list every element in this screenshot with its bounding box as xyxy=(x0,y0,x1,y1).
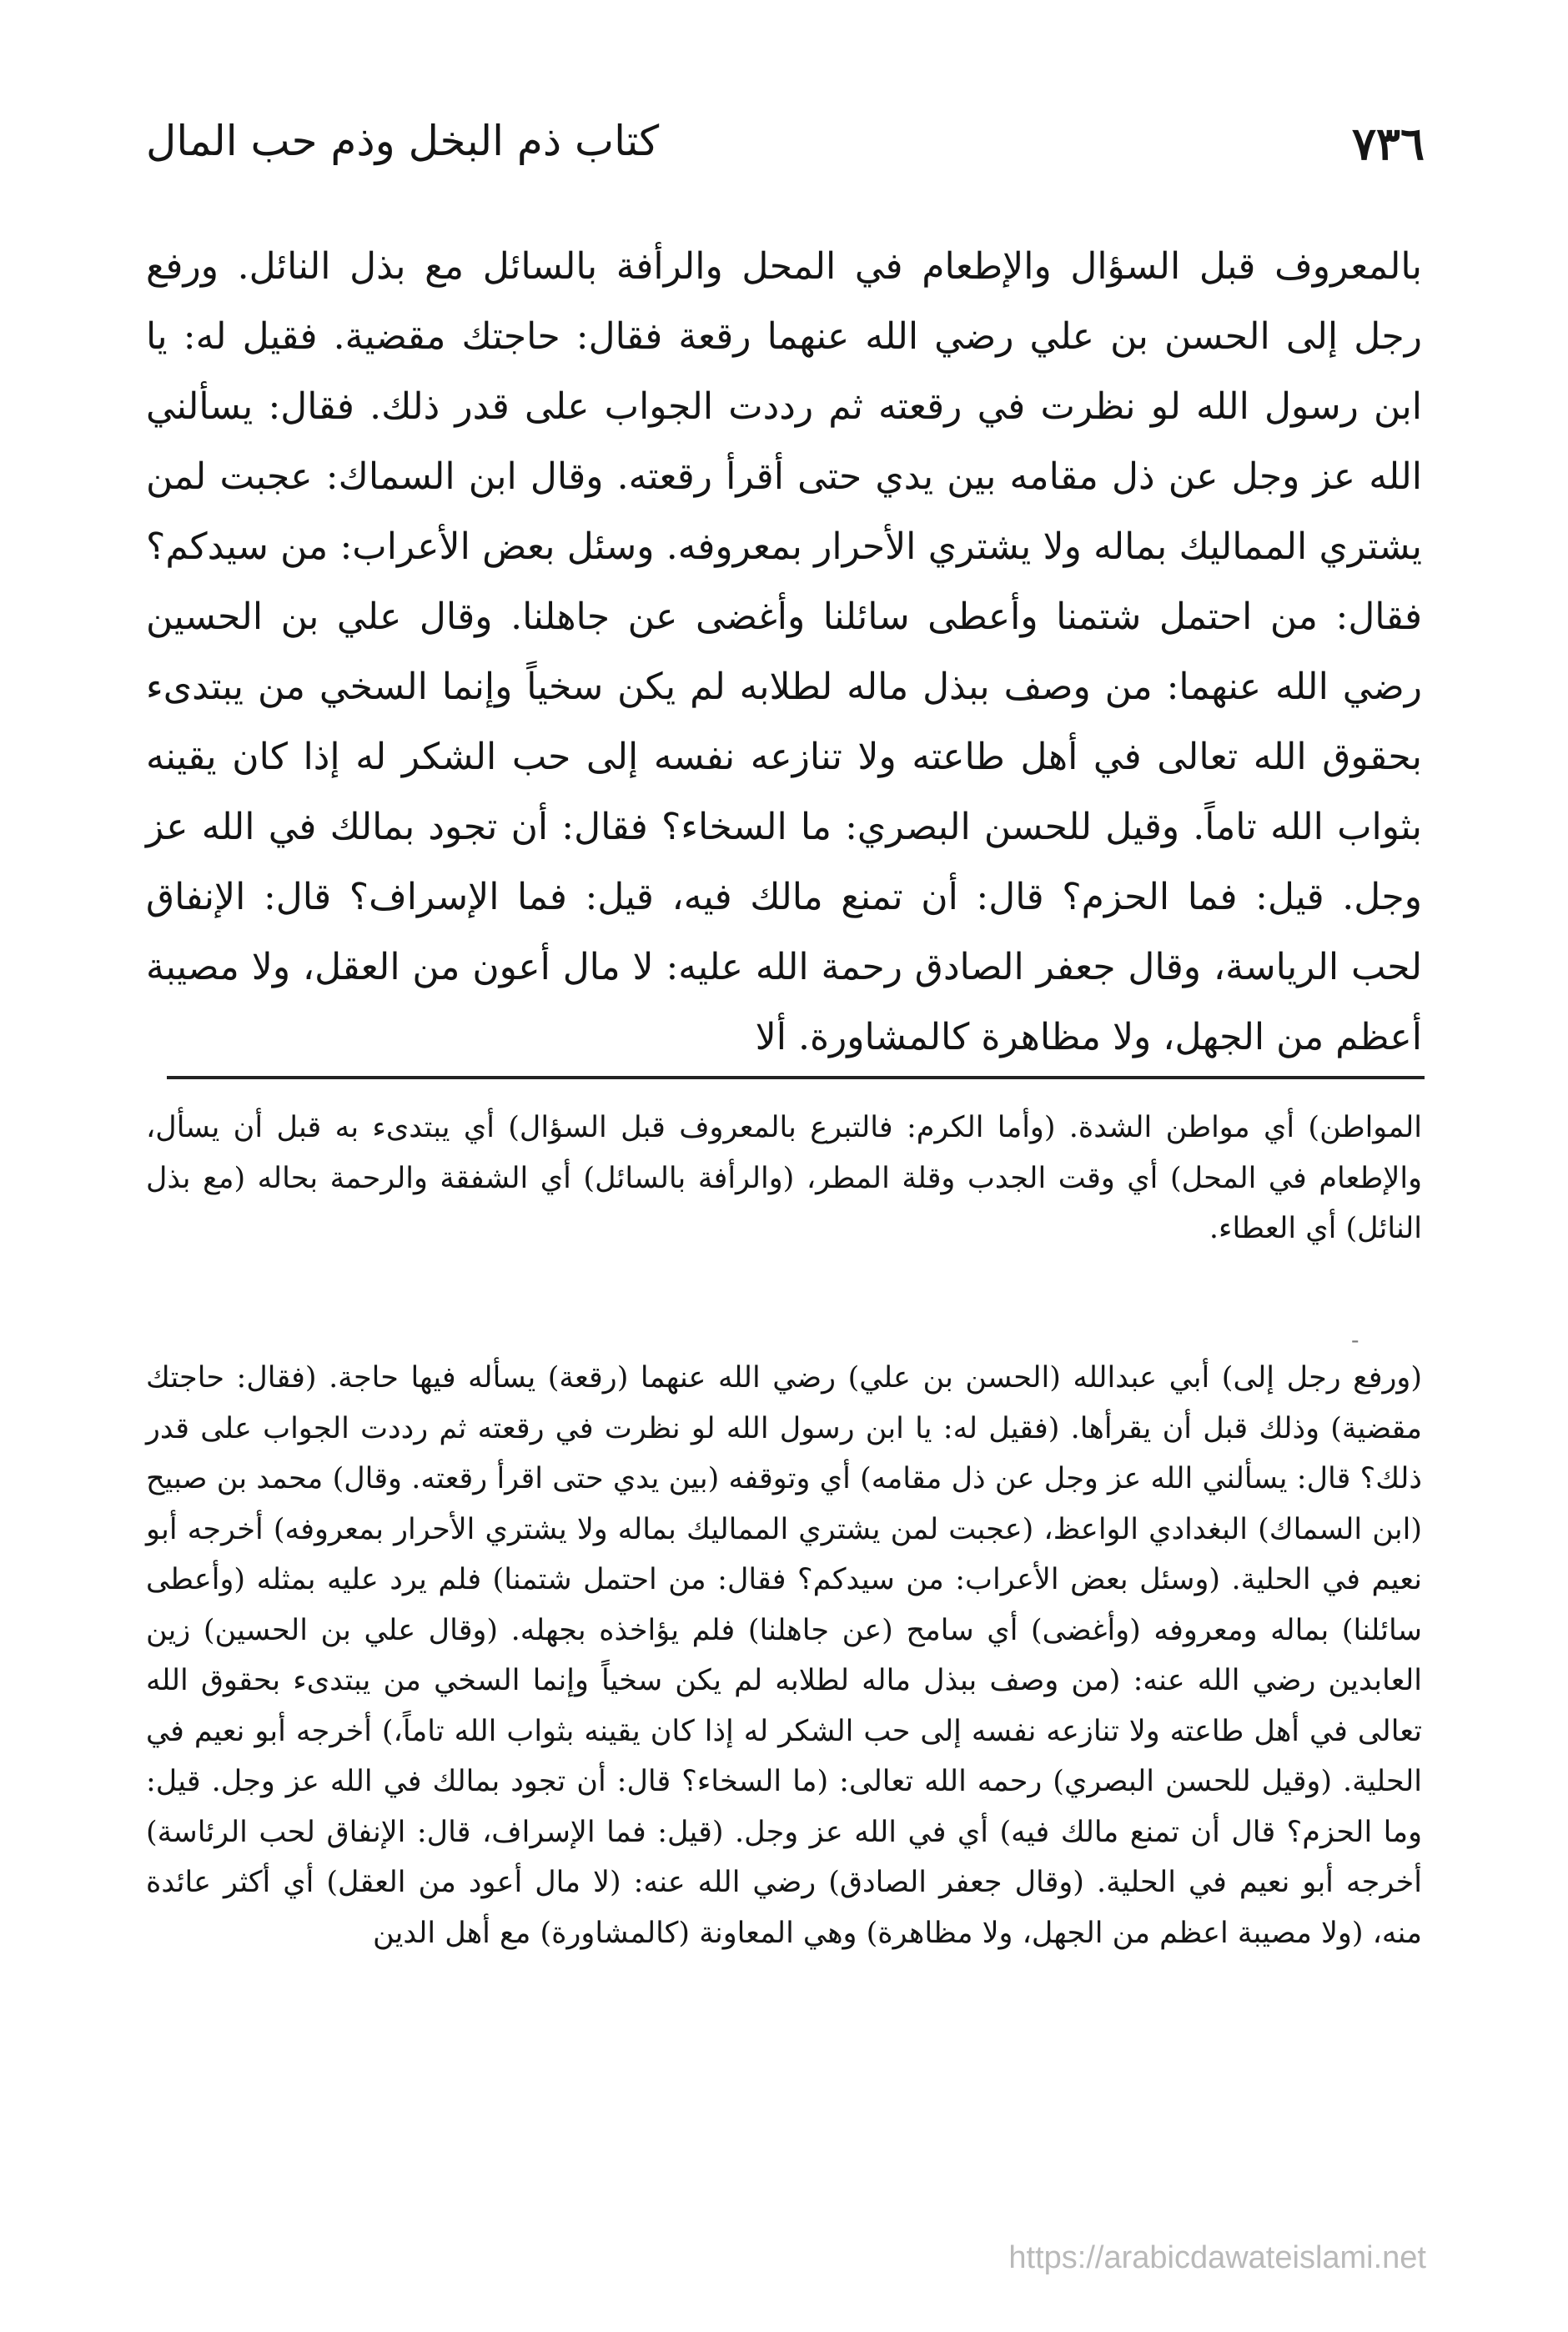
commentary-paragraph-2: (ورفع رجل إلى) أبي عبدالله (الحسن بن علي) رضي الله عنهما (رقعة) يسأله فيها حاجة. (فقال: حاجتك مقضية) وذلك قبل أن يقرأها. (فقيل له: يا ابن رسول الله لو نظرت في رقعته ثم رددت الجواب على قدر ذلك؟ قال: يسألني الله عز وجل عن ذل مقامه) أي وتوقفه (بين يدي حتى اقرأ رقعته. وقال) محمد بن صبيح (ابن السماك) البغدادي الواعظ، (عجبت لمن يشتري المماليك بماله ولا يشتري الأحرار بمعروفه) أخرجه أبو نعيم في الحلية. (وسئل بعض الأعراب: من سيدكم؟ فقال: من احتمل شتمنا) فلم يرد عليه بمثله (وأعطى سائلنا) بماله ومعروفه (وأغضى) أي سامح (عن جاهلنا) فلم يؤاخذه بجهله. (وقال علي بن الحسين) زين العابدين رضي الله عنه: (من وصف ببذل ماله لطلابه لم يكن سخياً وإنما السخي من يبتدىء بحقوق الله تعالى في أهل طاعته ولا تنازعه نفسه إلى حب الشكر له إذا كان يقينه بثواب الله تاماً،) أخرجه أبو نعيم في الحلية. (وقيل للحسن البصري) رحمه الله تعالى: (ما السخاء؟ قال: أن تجود بمالك في الله عز وجل. قيل: وما الحزم؟ قال أن تمنع مالك فيه) أي في الله عز وجل. (قيل: فما الإسراف، قال: الإنفاق لحب الرئاسة) أخرجه أبو نعيم في الحلية. (وقال جعفر الصادق) رضي الله عنه: (لا مال أعود من العقل) أي أكثر عائدة منه، (ولا مصيبة اعظم من الجهل، ولا مظاهرة) وهي المعاونة (كالمشاورة) مع أهل الدين xyxy=(146,1361,1422,1950)
page-number: ٧٣٦ xyxy=(1351,117,1425,170)
running-head: كتاب ذم البخل وذم حب المال xyxy=(146,117,660,165)
watermark: https://arabicdawateislami.net xyxy=(1008,2240,1426,2275)
commentary-block-1 xyxy=(146,1103,1422,1254)
commentary-paragraph-1: المواطن) أي مواطن الشدة. (وأما الكرم: فالتبرع بالمعروف قبل السؤال) أي يبتدىء به قبل أن يسأل، والإطعام في المحل) أي وقت الجدب وقلة المطر، (والرأفة بالسائل) أي الشفقة والرحمة بحاله (مع بذل النائل) أي العطاء. xyxy=(146,1111,1422,1245)
stray-mark: - xyxy=(1351,1326,1359,1354)
main-text-block xyxy=(146,232,1422,1073)
main-text-paragraph: بالمعروف قبل السؤال والإطعام في المحل والرأفة بالسائل مع بذل النائل. ورفع رجل إلى الحسن بن علي رضي الله عنهما رقعة فقال: حاجتك مقضية. فقيل له: يا ابن رسول الله لو نظرت في رقعته ثم رددت الجواب على قدر ذلك. فقال: يسألني الله عز وجل عن ذل مقامه بين يدي حتى أقرأ رقعته. وقال ابن السماك: عجبت لمن يشتري المماليك بماله ولا يشتري الأحرار بمعروفه. وسئل بعض الأعراب: من سيدكم؟ فقال: من احتمل شتمنا وأعطى سائلنا وأغضى عن جاهلنا. وقال علي بن الحسين رضي الله عنهما: من وصف ببذل ماله لطلابه لم يكن سخياً وإنما السخي من يبتدىء بحقوق الله تعالى في أهل طاعته ولا تنازعه نفسه إلى حب الشكر له إذا كان يقينه بثواب الله تاماً. وقيل للحسن البصري: ما السخاء؟ فقال: أن تجود بمالك في الله عز وجل. قيل: فما الحزم؟ قال: أن تمنع مالك فيه، قيل: فما الإسراف؟ قال: الإنفاق لحب الرياسة، وقال جعفر الصادق رحمة الله عليه: لا مال أعون من العقل، ولا مصيبة أعظم من الجهل، ولا مظاهرة كالمشاورة. ألا xyxy=(146,245,1422,1058)
commentary-block-2 xyxy=(146,1353,1422,1958)
divider xyxy=(167,1076,1425,1079)
